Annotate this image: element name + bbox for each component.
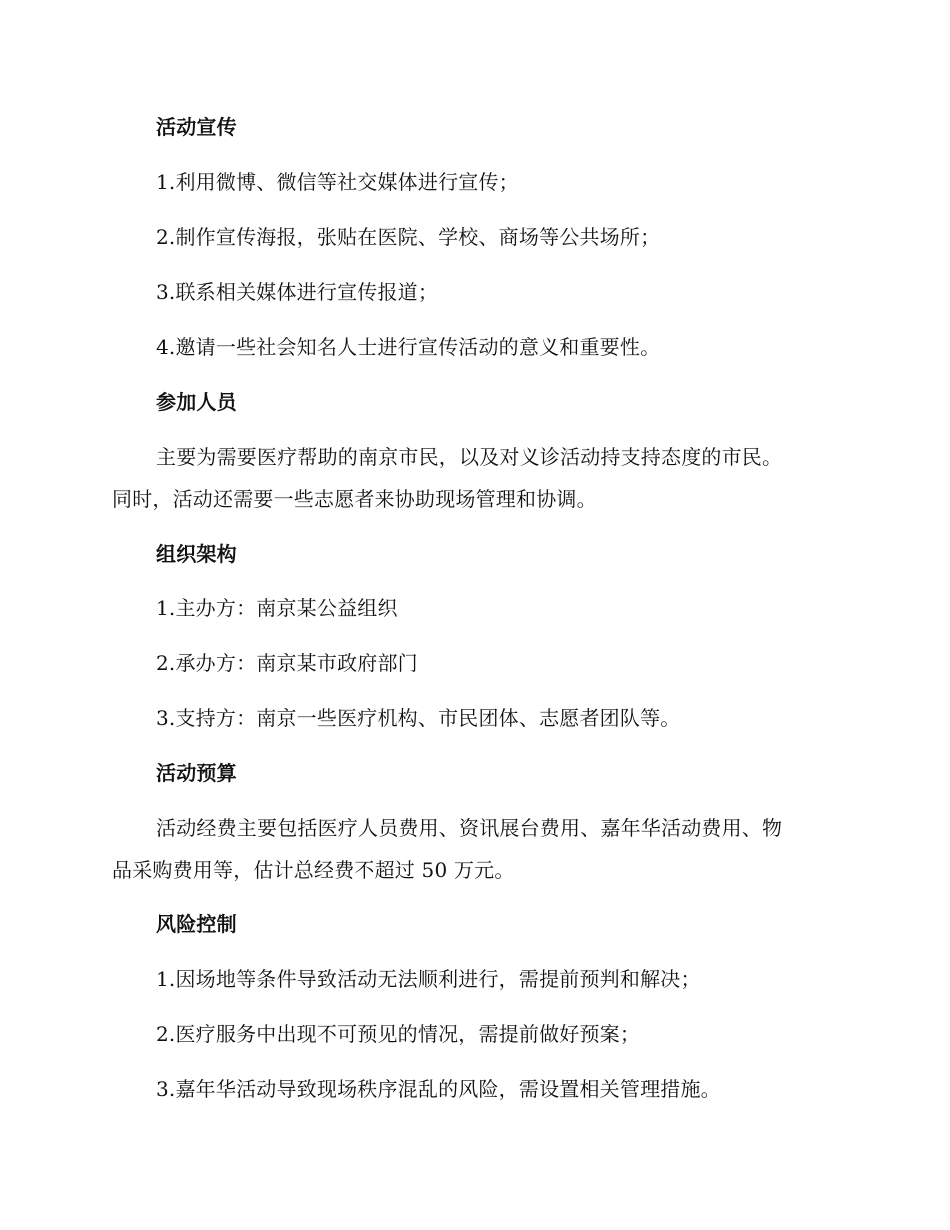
paragraph-line: 活动经费主要包括医疗人员费用、资讯展台费用、嘉年华活动费用、物 — [156, 816, 783, 840]
paragraph-line: 品采购费用等，估计总经费不超过 50 万元。 — [112, 858, 515, 882]
list-item: 2.制作宣传海报，张贴在医院、学校、商场等公共场所； — [156, 225, 661, 249]
section-heading-organization: 组织架构 — [156, 542, 237, 566]
list-item: 2.承办方：南京某市政府部门 — [156, 651, 418, 675]
list-item: 3.联系相关媒体进行宣传报道； — [156, 280, 439, 304]
list-item: 2.医疗服务中出现不可预见的情况，需提前做好预案； — [156, 1022, 641, 1046]
paragraph-line: 主要为需要医疗帮助的南京市民，以及对义诊活动持支持态度的市民。 — [156, 445, 783, 469]
list-item: 1.主办方：南京某公益组织 — [156, 596, 398, 620]
section-heading-participants: 参加人员 — [156, 390, 237, 414]
section-heading-risk: 风险控制 — [156, 912, 237, 936]
section-heading-promotion: 活动宣传 — [156, 115, 237, 139]
list-item: 1.利用微博、微信等社交媒体进行宣传； — [156, 170, 519, 194]
list-item: 3.嘉年华活动导致现场秩序混乱的风险，需设置相关管理措施。 — [156, 1077, 721, 1101]
list-item: 1.因场地等条件导致活动无法顺利进行，需提前预判和解决； — [156, 967, 701, 991]
paragraph-line: 同时，活动还需要一些志愿者来协助现场管理和协调。 — [112, 487, 597, 511]
list-item: 3.支持方：南京一些医疗机构、市民团体、志愿者团队等。 — [156, 706, 681, 730]
section-heading-budget: 活动预算 — [156, 761, 237, 785]
list-item: 4.邀请一些社会知名人士进行宣传活动的意义和重要性。 — [156, 335, 661, 359]
